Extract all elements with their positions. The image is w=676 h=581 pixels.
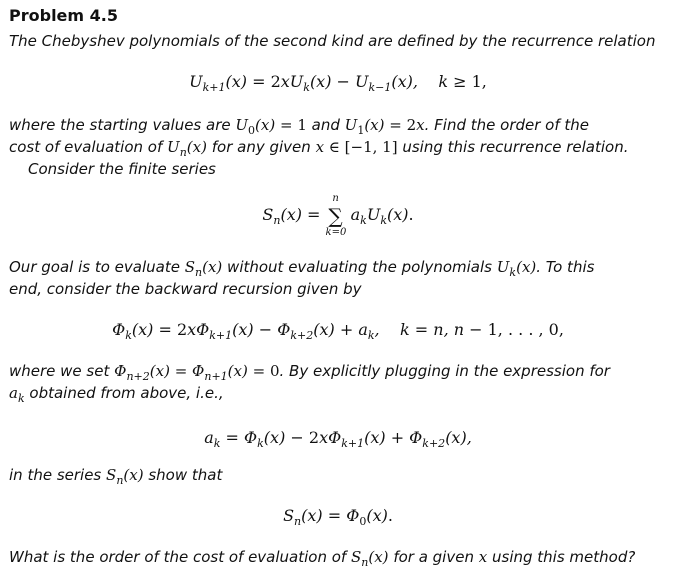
paragraph-ak xyxy=(9,384,224,405)
text-find-order: . Find the order of the xyxy=(424,116,590,134)
math-sn-2: $S_n(x)$ xyxy=(106,466,144,487)
intro-text: The Chebyshev polynomials of the second kind are defined by the recurrence relation xyxy=(9,32,656,50)
math-sn: $S_n(x)$ xyxy=(184,258,223,279)
text-goal: Our goal is to evaluate xyxy=(9,258,180,276)
series-equation: $S_n(x)$ = n ∑ k=0 $a_kU_k(x)$. xyxy=(262,192,414,238)
paragraph-set xyxy=(9,362,610,383)
paragraph-in-series xyxy=(9,466,222,487)
math-u1: $U_1(x) = 2x$ xyxy=(344,116,425,137)
text-question: What is the order of the cost of evaluation of xyxy=(9,548,347,566)
paragraph-cost xyxy=(9,138,629,159)
math-uk: $U_k(x)$ xyxy=(496,258,537,279)
math-x-in-interval: x ∈ [−1, 1] xyxy=(315,138,398,156)
math-x: x xyxy=(478,548,488,566)
text-plugging: . By explicitly plugging in the expression for xyxy=(279,362,610,380)
recurrence-equation: $U_{k+1}(x) = 2xU_k(x) - U_{k-1}(x)$, k ≥ 1, xyxy=(189,72,487,95)
text-to-this: . To this xyxy=(536,258,595,276)
ak-equation: $a_k = \Phi_k(x) - 2x\Phi_{k+1}(x) + \Phi_{k+2}(x)$, xyxy=(204,428,472,451)
text-show-that: show that xyxy=(148,466,223,484)
sum-lower-limit: k=0 xyxy=(325,226,347,238)
text-using-method: using this method? xyxy=(492,548,636,566)
math-sn-3: $S_n(x)$ xyxy=(350,548,389,569)
math-un: $U_n(x)$ xyxy=(167,138,207,159)
paragraph-goal xyxy=(9,258,594,279)
math-u0: $U_0(x) = 1$ xyxy=(235,116,307,137)
text-where-set: where we set xyxy=(9,362,110,380)
goal-continuation: end, consider the backward recursion given by xyxy=(9,280,362,298)
text-for-any: for any given xyxy=(211,138,311,156)
paragraph-starting-values xyxy=(9,116,589,137)
math-ak: $a_k$ xyxy=(9,384,25,405)
math-phi-boundary: $\Phi_{n+2}(x) = \Phi_{n+1}(x) = 0$ xyxy=(114,362,280,383)
text-and: and xyxy=(311,116,340,134)
text-obtained: obtained from above, i.e., xyxy=(29,384,224,402)
text-using-recurrence: using this recurrence relation. xyxy=(402,138,629,156)
text-without: without evaluating the polynomials xyxy=(227,258,492,276)
backward-recursion-equation: $\Phi_k(x) = 2x\Phi_{k+1}(x) - \Phi_{k+2}(x) + a_k$, k = n, n − 1, . . . , 0, xyxy=(112,320,564,343)
problem-heading: Problem 4.5 xyxy=(9,6,118,25)
consider-text: Consider the finite series xyxy=(28,160,216,178)
sum-upper-limit: n xyxy=(332,192,339,204)
result-equation: $S_n(x) = \Phi_0(x)$. xyxy=(283,506,393,529)
text-start-values: where the starting values are xyxy=(9,116,231,134)
text-for-given: for a given xyxy=(393,548,474,566)
summation-symbol: n ∑ k=0 xyxy=(325,192,347,238)
text-in-series: in the series xyxy=(9,466,102,484)
text-cost-of: cost of evaluation of xyxy=(9,138,163,156)
paragraph-question xyxy=(9,548,635,569)
